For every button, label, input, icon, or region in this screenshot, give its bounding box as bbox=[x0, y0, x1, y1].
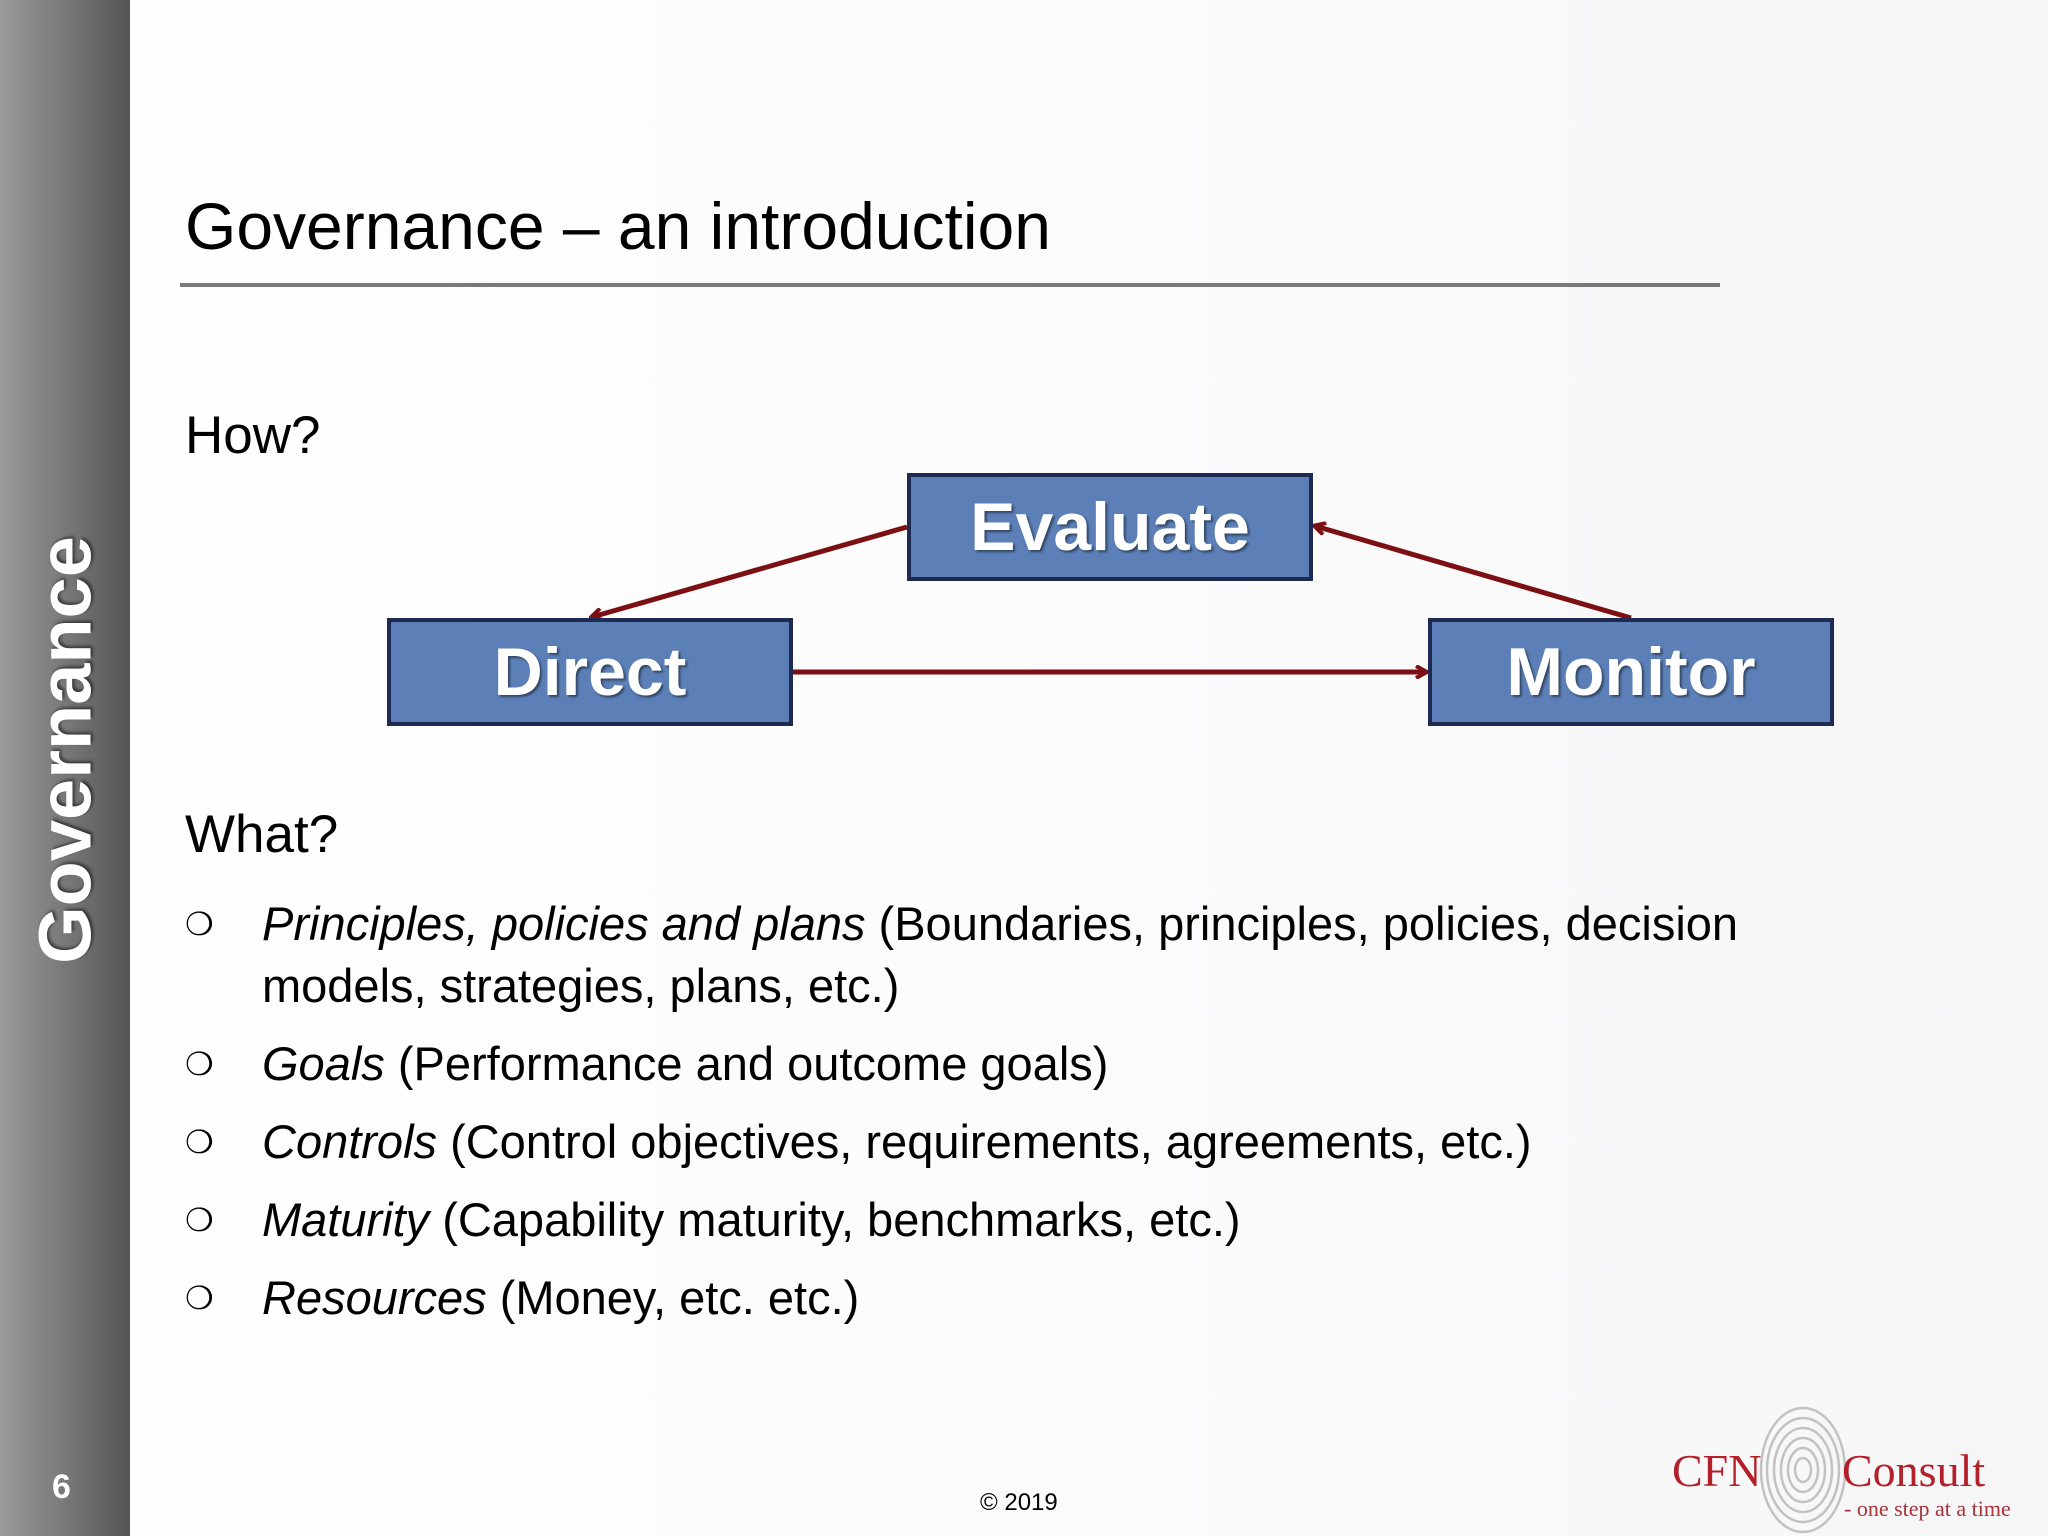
sidebar-band bbox=[0, 0, 130, 1536]
list-item bbox=[185, 1267, 1745, 1329]
direct-box: Direct bbox=[387, 618, 793, 726]
list-item bbox=[185, 1033, 1745, 1095]
sidebar-title: Governance bbox=[23, 536, 107, 964]
evaluate-box: Evaluate bbox=[907, 473, 1313, 581]
bullet-term: Resources bbox=[262, 1271, 487, 1324]
bullet-circle-icon: ❍ bbox=[185, 1045, 214, 1083]
logo-cfn-text: CFN bbox=[1672, 1445, 1762, 1496]
bullet-term: Maturity bbox=[262, 1193, 430, 1246]
bullet-circle-icon: ❍ bbox=[185, 1279, 214, 1317]
slide-number: 6 bbox=[52, 1468, 71, 1506]
what-label: What? bbox=[185, 805, 339, 864]
logo-consult-text: Consult bbox=[1842, 1445, 1986, 1496]
arrow-evaluate-to-direct bbox=[592, 527, 907, 617]
arrow-monitor-to-evaluate bbox=[1315, 526, 1631, 618]
page-title: Governance – an introduction bbox=[185, 189, 1051, 263]
bullet-detail: (Money, etc. etc.) bbox=[486, 1271, 860, 1324]
bullet-detail: (Performance and outcome goals) bbox=[384, 1037, 1109, 1090]
bullet-detail: (Capability maturity, benchmarks, etc.) bbox=[429, 1193, 1241, 1246]
copyright-notice: © 2019 bbox=[980, 1489, 1058, 1516]
bullet-term: Principles, policies and plans bbox=[262, 897, 866, 950]
list-item bbox=[185, 893, 1745, 1017]
title-divider bbox=[180, 283, 1720, 287]
bullet-circle-icon: ❍ bbox=[185, 1201, 214, 1239]
bullet-detail: (Boundaries, principles, policies, decision models, strategies, plans, etc.) bbox=[262, 897, 1739, 1012]
list-item bbox=[185, 1189, 1745, 1251]
bullet-term: Controls bbox=[262, 1115, 438, 1168]
logo-tagline: - one step at a time bbox=[1844, 1496, 2011, 1521]
what-bullet-list bbox=[185, 893, 1745, 1329]
bullet-detail: (Control objectives, requirements, agreements, etc.) bbox=[437, 1115, 1532, 1168]
bullet-term: Goals bbox=[262, 1037, 385, 1090]
bullet-circle-icon: ❍ bbox=[185, 905, 214, 943]
fingerprint-icon bbox=[1758, 1404, 1848, 1536]
bullet-circle-icon: ❍ bbox=[185, 1123, 214, 1161]
monitor-box: Monitor bbox=[1428, 618, 1834, 726]
list-item bbox=[185, 1111, 1745, 1173]
cfn-consult-logo bbox=[1672, 1404, 2048, 1536]
how-label: How? bbox=[185, 406, 321, 465]
